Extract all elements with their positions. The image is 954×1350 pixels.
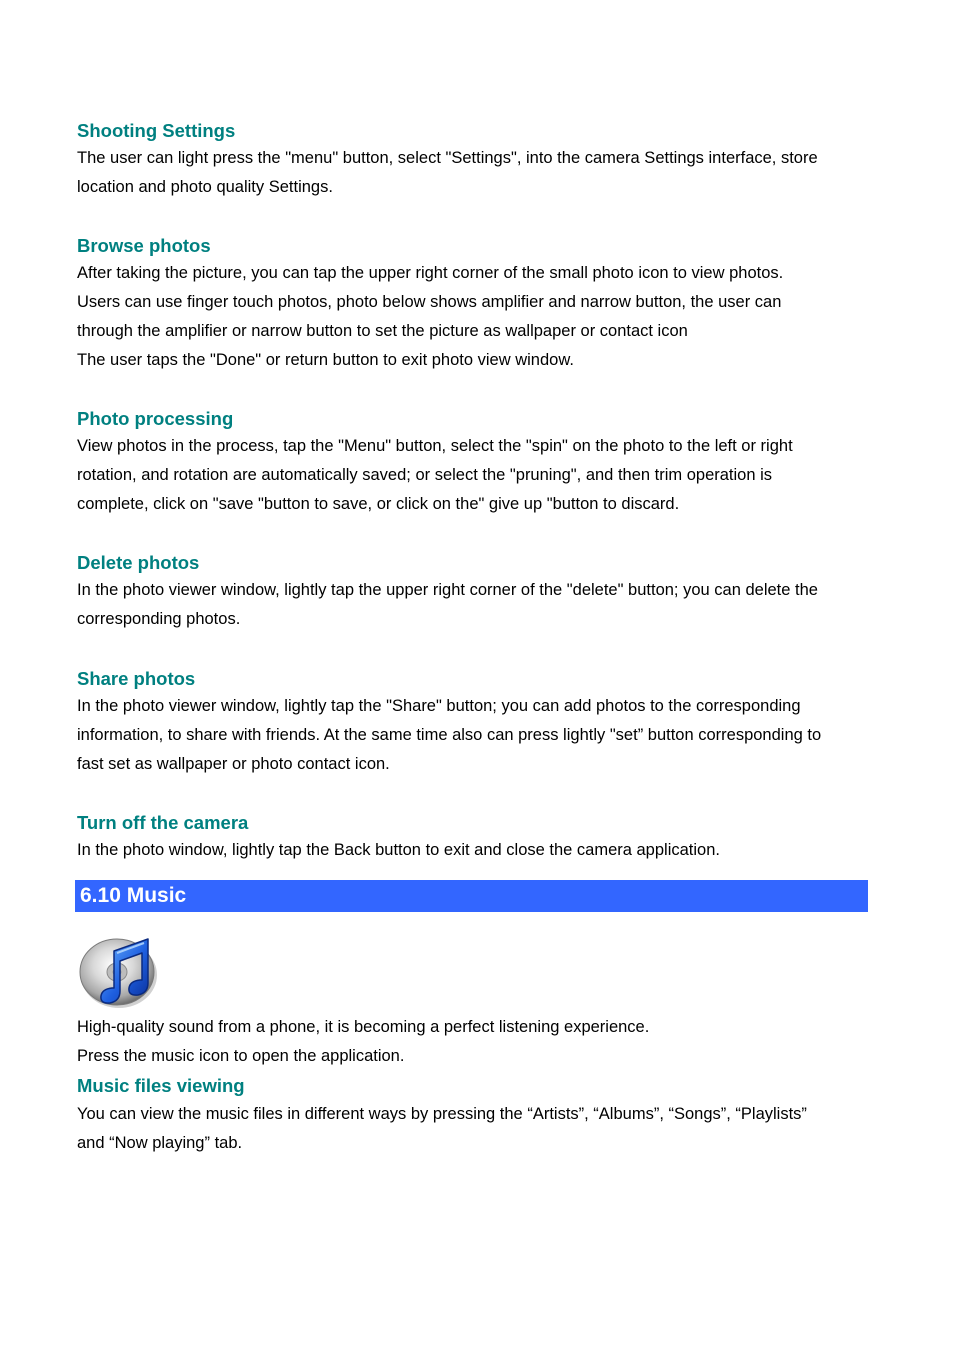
section-heading: Delete photos [77, 552, 200, 573]
section-photo-processing [77, 406, 869, 519]
section-heading: Turn off the camera [77, 812, 249, 833]
body-line: corresponding photos. [77, 610, 241, 628]
body-line: After taking the picture, you can tap the upper right corner of the small photo icon to view photos. [77, 264, 784, 282]
body-line: complete, click on "save "button to save, or click on the" give up "button to discard. [77, 495, 680, 513]
section-body [77, 1100, 869, 1158]
body-line: Users can use finger touch photos, photo below shows amplifier and narrow button, the user can [77, 293, 782, 311]
body-line: information, to share with friends. At the same time also can press lightly "set” button corresponding to [77, 726, 822, 744]
section-heading: Share photos [77, 668, 196, 689]
music-intro [77, 1013, 869, 1071]
body-line: View photos in the process, tap the "Menu" button, select the "spin" on the photo to the left or right [77, 437, 793, 455]
chapter-banner [75, 880, 868, 912]
section-delete-photos [77, 550, 869, 634]
section-heading: Shooting Settings [77, 120, 236, 141]
body-line: In the photo viewer window, lightly tap the upper right corner of the "delete" button; you can delete the [77, 581, 818, 599]
body-line: rotation, and rotation are automatically saved; or select the "pruning", and then trim operation is [77, 466, 773, 484]
body-line: In the photo viewer window, lightly tap the "Share" button; you can add photos to the corresponding [77, 697, 801, 715]
body-line: through the amplifier or narrow button to set the picture as wallpaper or contact icon [77, 322, 688, 340]
body-line: and “Now playing” tab. [77, 1134, 243, 1152]
section-shooting-settings [77, 118, 869, 202]
section-body [77, 836, 869, 865]
section-turn-off-camera [77, 810, 869, 865]
section-music-files-viewing [77, 1073, 869, 1158]
section-share-photos [77, 666, 869, 779]
body-line: fast set as wallpaper or photo contact icon. [77, 755, 390, 773]
section-body [77, 259, 869, 375]
music-intro-body [77, 1013, 869, 1071]
body-line: You can view the music files in different ways by pressing the “Artists”, “Albums”, “Songs”, “Playlists” [77, 1105, 807, 1123]
section-heading: Photo processing [77, 408, 234, 429]
section-heading: Music files viewing [77, 1075, 245, 1096]
body-line: The user taps the "Done" or return button to exit photo view window. [77, 351, 574, 369]
section-heading: Browse photos [77, 235, 211, 256]
music-cd-icon [78, 931, 164, 1011]
section-browse-photos [77, 233, 869, 375]
section-body [77, 432, 869, 519]
body-line: location and photo quality Settings. [77, 178, 333, 196]
body-line: High-quality sound from a phone, it is becoming a perfect listening experience. [77, 1018, 650, 1036]
chapter-title: 6.10 Music [80, 884, 187, 907]
body-line: The user can light press the "menu" button, select "Settings", into the camera Settings interface, store [77, 149, 818, 167]
section-body [77, 576, 869, 634]
body-line: In the photo window, lightly tap the Back button to exit and close the camera application. [77, 841, 720, 859]
section-body [77, 692, 869, 779]
section-body [77, 144, 869, 202]
body-line: Press the music icon to open the application. [77, 1047, 405, 1065]
